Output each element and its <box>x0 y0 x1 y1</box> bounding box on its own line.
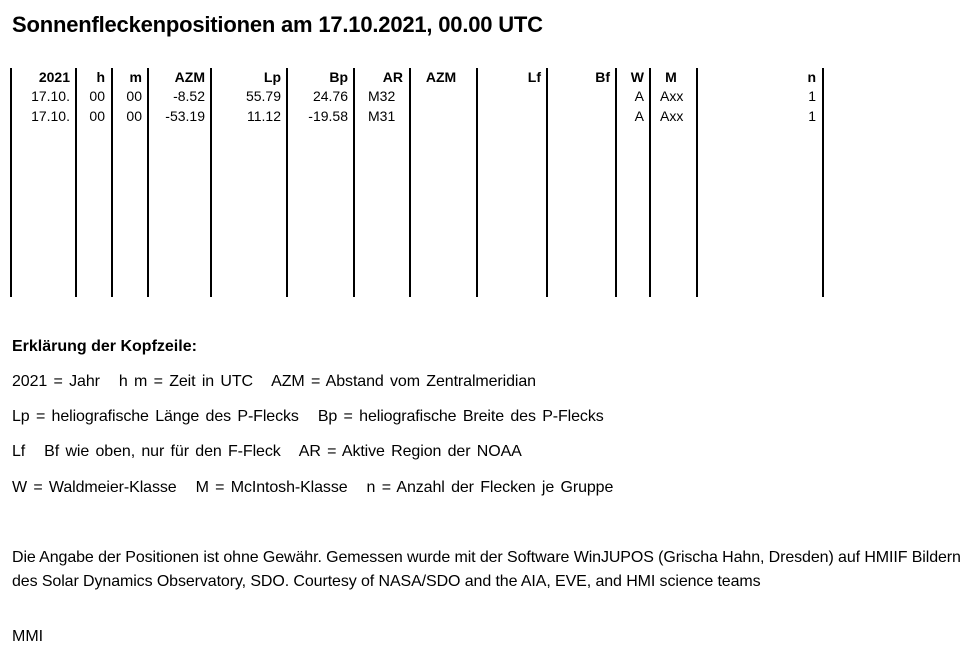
header-azm-f: AZM <box>425 69 457 85</box>
header-minute: m <box>129 69 142 85</box>
header-year: 2021 <box>38 69 70 85</box>
page-title: Sonnenfleckenpositionen am 17.10.2021, 00.00 UTC <box>12 12 543 37</box>
explanation-line: 2021 = Jahr h m = Zeit in UTC AZM = Abstand vom Zentralmeridian <box>12 373 536 390</box>
cell-mcintosh: Axx <box>660 88 684 104</box>
header-hour: h <box>96 69 105 85</box>
sunspot-table <box>0 68 976 298</box>
cell-date: 17.10. <box>31 108 70 124</box>
header-count: n <box>807 69 816 85</box>
cell-ar: M31 <box>368 108 396 124</box>
column-divider <box>476 68 478 297</box>
cell-count: 1 <box>808 108 816 124</box>
cell-hour: 00 <box>89 88 105 104</box>
cell-waldmeier: A <box>634 88 644 104</box>
cell-waldmeier: A <box>634 108 644 124</box>
signature: MMI <box>12 628 44 645</box>
cell-count: 1 <box>808 88 816 104</box>
cell-mcintosh: Axx <box>660 108 684 124</box>
disclaimer-text: Die Angabe der Positionen ist ohne Gewähr. Gemessen wurde mit der Software WinJUPOS (Grischa Hahn, Dresden) auf HMIIF Bildern des Solar Dynamics Observatory, SDO. Courtesy of NASA/SDO and the AIA, EVE, and HMI science teams <box>12 549 961 590</box>
column-divider <box>546 68 548 297</box>
cell-minute: 00 <box>126 108 142 124</box>
header-bf: Bf <box>595 69 610 85</box>
cell-date: 17.10. <box>31 88 70 104</box>
column-divider <box>353 68 355 297</box>
column-divider <box>822 68 824 297</box>
cell-bp: 24.76 <box>312 88 348 104</box>
column-divider <box>649 68 651 297</box>
header-lf: Lf <box>527 69 541 85</box>
header-bp: Bp <box>329 69 348 85</box>
cell-azm-p: -53.19 <box>165 108 205 124</box>
header-mcintosh: M <box>665 69 677 85</box>
header-ar: AR <box>382 69 403 85</box>
header-lp: Lp <box>263 69 281 85</box>
cell-bp: -19.58 <box>308 108 348 124</box>
cell-lp: 55.79 <box>245 88 281 104</box>
explanation-line: Lf Bf wie oben, nur für den F-Fleck AR = Aktive Region der NOAA <box>12 443 522 460</box>
header-waldmeier: W <box>630 69 644 85</box>
cell-ar: M32 <box>368 88 396 104</box>
cell-azm-p: -8.52 <box>173 88 205 104</box>
cell-hour: 00 <box>89 108 105 124</box>
column-divider <box>409 68 411 297</box>
explanation-line: W = Waldmeier-Klasse M = McIntosh-Klasse n = Anzahl der Flecken je Gruppe <box>12 479 614 496</box>
header-azm-p: AZM <box>174 69 205 85</box>
cell-lp: 11.12 <box>247 108 281 124</box>
cell-minute: 00 <box>126 88 142 104</box>
explanation-heading: Erklärung der Kopfzeile: <box>12 338 197 355</box>
explanation-line: Lp = heliografische Länge des P-Flecks Bp = heliografische Breite des P-Flecks <box>12 408 604 425</box>
